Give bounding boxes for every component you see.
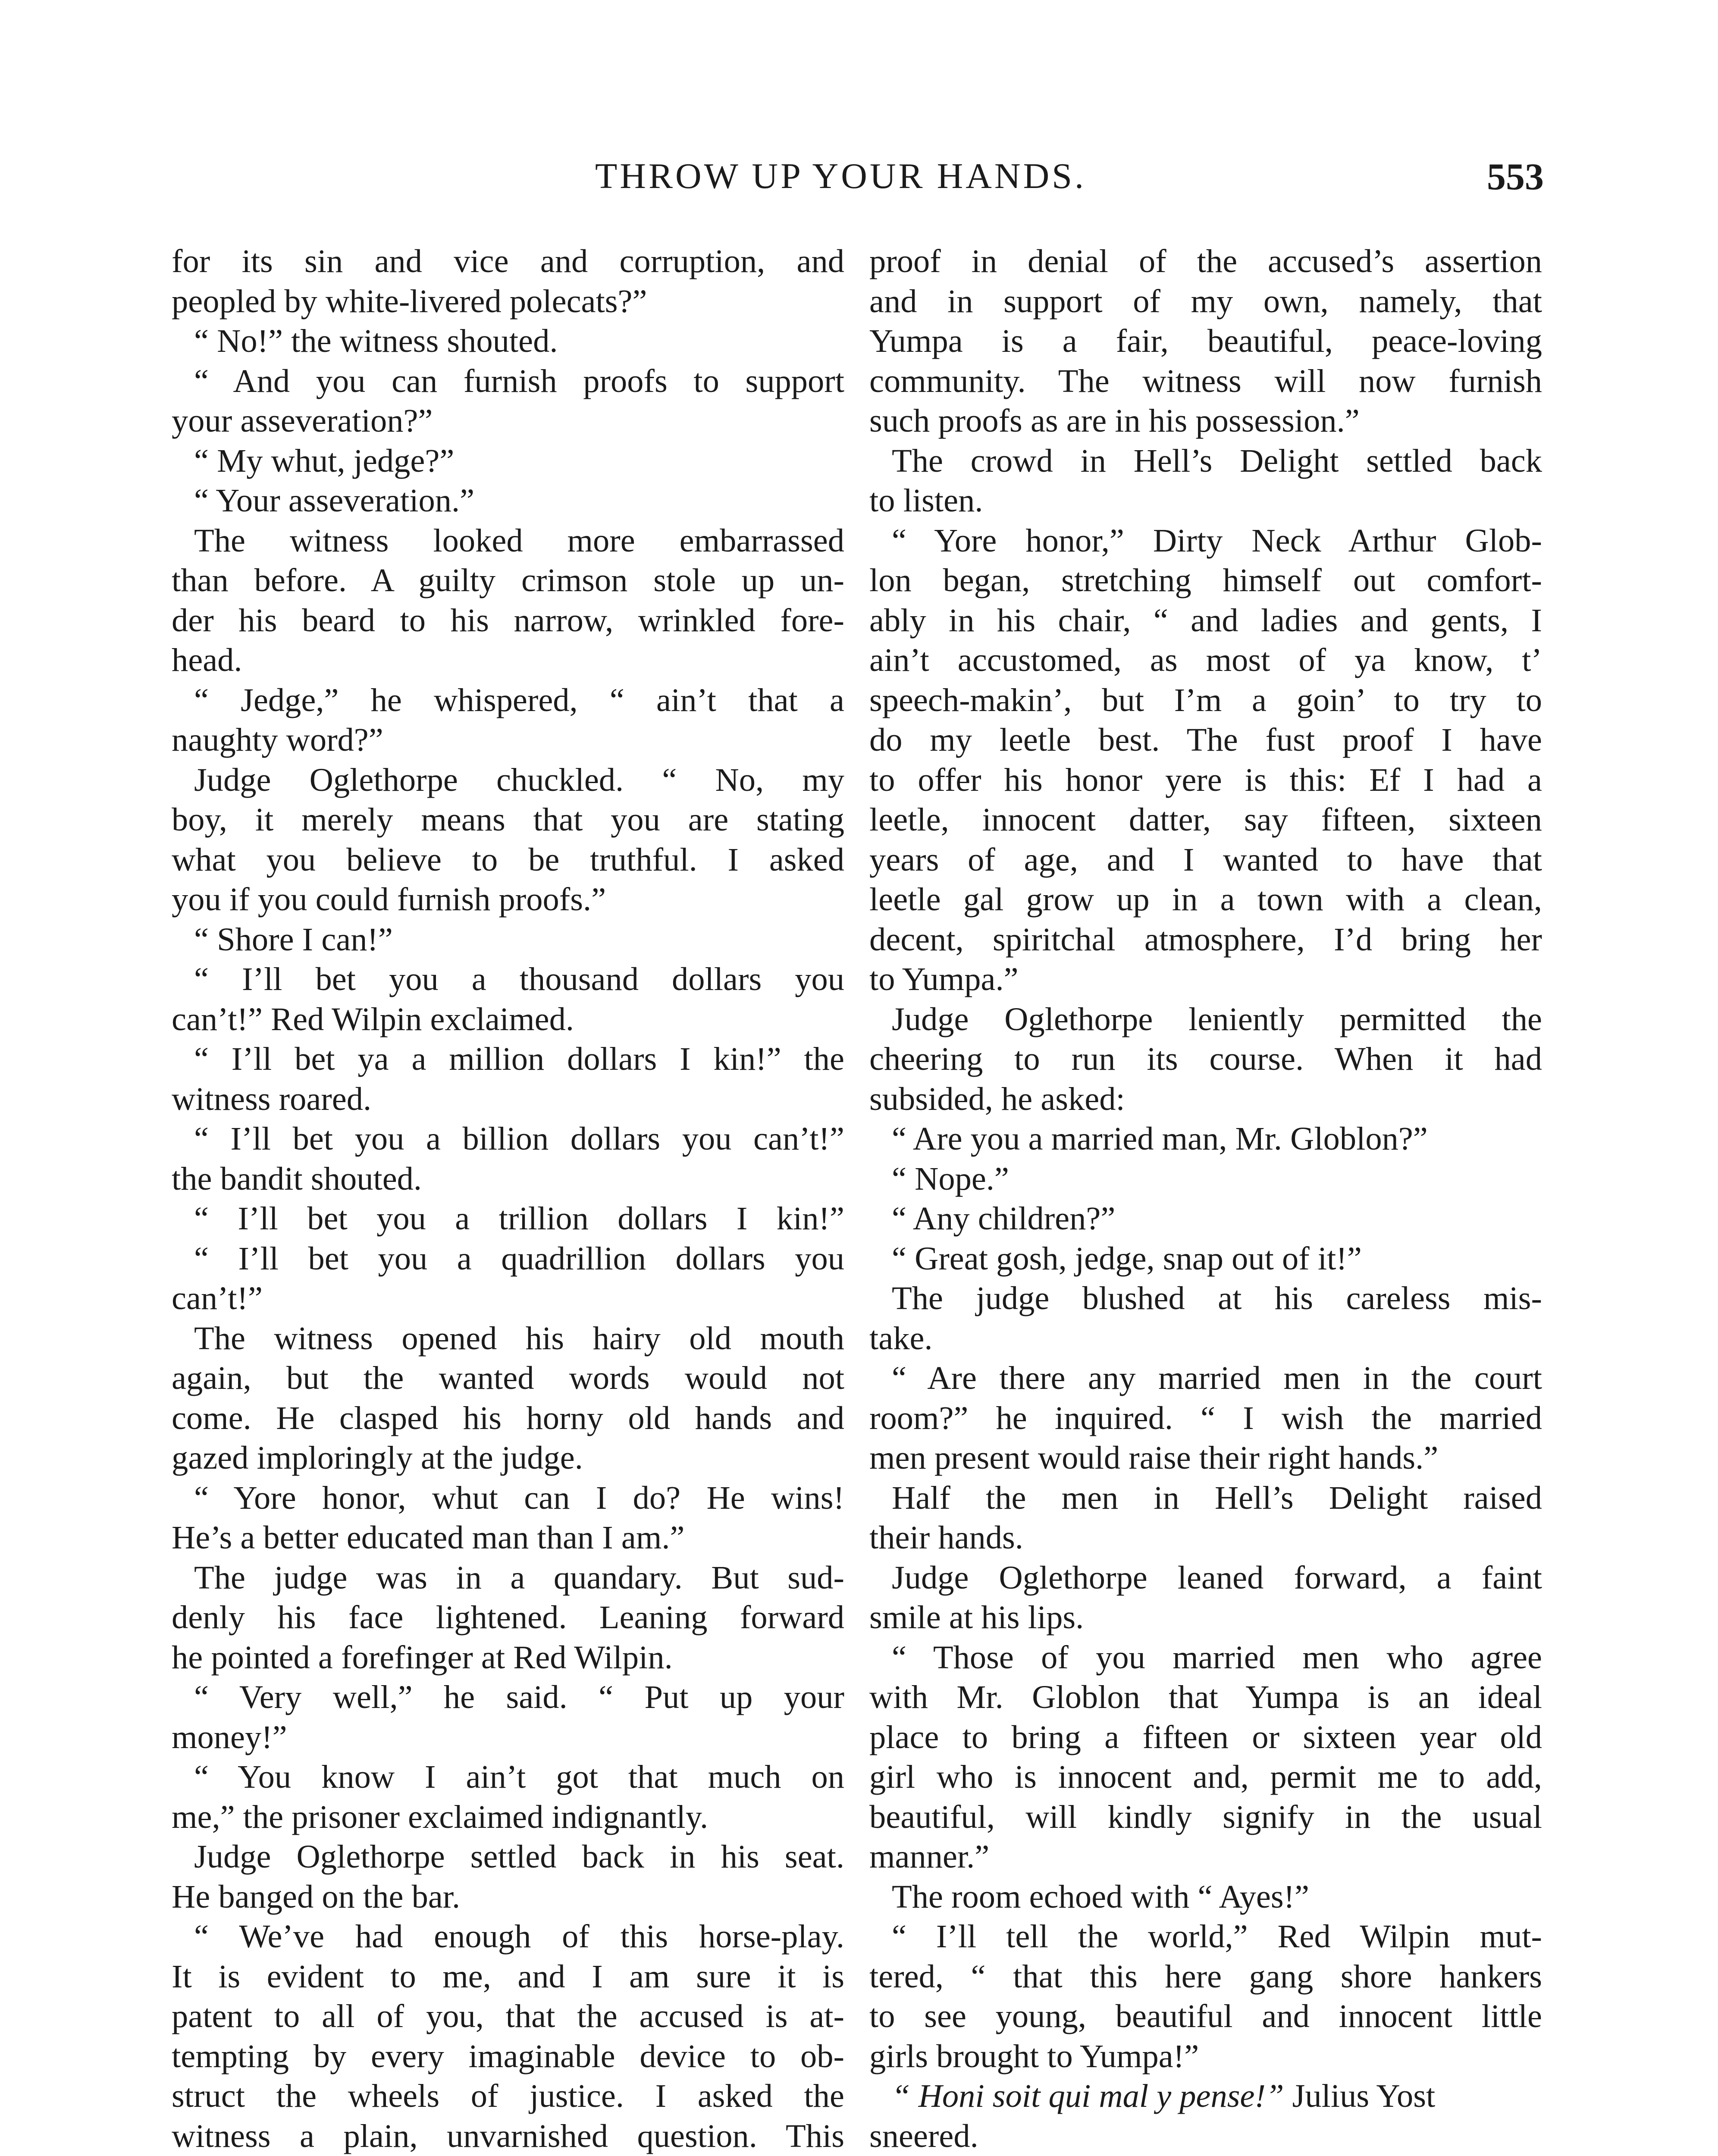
text-line: “ Great gosh, jedge, snap out of it!” [892, 1240, 1362, 1277]
running-header [168, 155, 1544, 211]
text-line: leetle, innocent datter, say fifteen, sixteen [869, 801, 1542, 838]
text-line: Judge Oglethorpe leaned forward, a faint [892, 1559, 1542, 1596]
text-line: The judge blushed at his careless mis- [892, 1280, 1542, 1316]
text-line: such proofs as are in his possession.” [869, 402, 1360, 439]
text-line: to Yumpa.” [869, 961, 1019, 997]
text-line: He’s a better educated man than I am.” [172, 1519, 685, 1556]
text-line: proof in denial of the accused’s assertion [869, 243, 1542, 279]
text-line: subsided, he asked: [869, 1080, 1125, 1117]
text-line: “ Shore I can!” [194, 921, 393, 958]
text-line: cheering to run its course. When it had [869, 1040, 1542, 1077]
text-line: ain’t accustomed, as most of ya know, t’ [869, 642, 1542, 678]
text-line: girls brought to Yumpa!” [869, 2037, 1199, 2075]
text-line: than before. A guilty crimson stole up un- [172, 562, 844, 599]
right-text-column [869, 241, 1542, 2156]
text-line: “ We’ve had enough of this horse-play. [194, 1918, 844, 1955]
text-line: “ Those of you married men who agree [892, 1639, 1542, 1676]
text-line: The crowd in Hell’s Delight settled back [892, 442, 1542, 479]
text-line: The witness looked more embarrassed [194, 522, 844, 559]
text-line: their hands. [869, 1519, 1023, 1556]
italic-phrase: “ Honi soit qui mal y pense!” [892, 2078, 1284, 2114]
text-line: me,” the prisoner exclaimed indignantly. [172, 1798, 709, 1835]
text-line: community. The witness will now furnish [869, 362, 1542, 399]
running-head-title: THROW UP YOUR HANDS. [595, 156, 1086, 196]
text-line: with Mr. Globlon that Yumpa is an ideal [869, 1679, 1542, 1715]
text-line: “ Jedge,” he whispered, “ ain’t that a [194, 681, 844, 718]
text-line: years of age, and I wanted to have that [869, 841, 1542, 878]
left-text-column [172, 241, 844, 2156]
text-line: “ You know I ain’t got that much on [194, 1758, 844, 1795]
text-line: sneered. [869, 2117, 978, 2154]
text-line: patent to all of you, that the accused is at- [172, 1998, 844, 2034]
text-line: “ Are there any married men in the court [892, 1360, 1542, 1396]
text-line: for its sin and vice and corruption, and [172, 243, 844, 279]
text-line: It is evident to me, and I am sure it is [172, 1958, 844, 1995]
text-line: girl who is innocent and, permit me to add, [869, 1758, 1542, 1795]
text-line: come. He clasped his horny old hands and [172, 1399, 844, 1436]
text-line: “ Yore honor,” Dirty Neck Arthur Glob- [892, 522, 1542, 559]
text-line: “ Very well,” he said. “ Put up your [194, 1679, 844, 1715]
text-line: “ I’ll tell the world,” Red Wilpin mut- [892, 1918, 1542, 1955]
text-line: Yumpa is a fair, beautiful, peace-loving [869, 323, 1542, 359]
text-line: naughty word?” [172, 721, 383, 758]
page-number: 553 [1487, 156, 1544, 198]
text-line: your asseveration?” [172, 402, 433, 439]
text-line: speech-makin’, but I’m a goin’ to try to [869, 681, 1542, 718]
text-line: can’t!” [172, 1280, 263, 1316]
text-line: “ Are you a married man, Mr. Globlon?” [892, 1120, 1428, 1157]
text-line: head. [172, 642, 242, 678]
text-line: to listen. [869, 482, 983, 519]
text-line: “ I’ll bet you a thousand dollars you [194, 961, 844, 997]
text-line: denly his face lightened. Leaning forward [172, 1599, 844, 1636]
text-line: to offer his honor yere is this: Ef I had a [869, 761, 1542, 798]
text-line: tered, “ that this here gang shore hankers [869, 1958, 1542, 1995]
text-line: you if you could furnish proofs.” [172, 881, 606, 918]
text-line: Judge Oglethorpe leniently permitted the [892, 1000, 1542, 1037]
text-line: beautiful, will kindly signify in the usual [869, 1798, 1542, 1835]
text-line: “ Nope.” [892, 1160, 1009, 1197]
text-line: The judge was in a quandary. But sud- [194, 1559, 844, 1596]
text-line: do my leetle best. The fust proof I have [869, 721, 1542, 758]
text-line: witness a plain, unvarnished question. This [172, 2117, 844, 2154]
text-line: Judge Oglethorpe chuckled. “ No, my [194, 761, 844, 798]
text-line: “ My whut, jedge?” [194, 442, 455, 479]
text-line: Half the men in Hell’s Delight raised [892, 1479, 1542, 1516]
text-line [869, 2076, 1542, 2116]
text-line: money!” [172, 1718, 287, 1755]
text-line: decent, spiritchal atmosphere, I’d bring her [869, 921, 1542, 958]
text-line: The room echoed with “ Ayes!” [892, 1878, 1310, 1915]
text-line: “ Any children?” [892, 1200, 1116, 1237]
text-line: “ And you can furnish proofs to support [194, 362, 844, 399]
text-line: place to bring a fifteen or sixteen year old [869, 1718, 1542, 1755]
text-line: He banged on the bar. [172, 1878, 461, 1915]
text-line: “ I’ll bet you a quadrillion dollars you [194, 1240, 844, 1277]
text-line: the bandit shouted. [172, 1160, 422, 1197]
italic-line-rest: Julius Yost [1284, 2078, 1436, 2114]
text-line: “ I’ll bet you a trillion dollars I kin!” [194, 1200, 844, 1237]
text-line: boy, it merely means that you are stating [172, 801, 844, 838]
text-line: “ I’ll bet you a billion dollars you can’t!” [194, 1120, 844, 1157]
text-line: can’t!” Red Wilpin exclaimed. [172, 1000, 574, 1037]
text-line: again, but the wanted words would not [172, 1360, 844, 1396]
text-line: ably in his chair, “ and ladies and gents, I [869, 602, 1542, 639]
text-line: Judge Oglethorpe settled back in his seat. [194, 1838, 844, 1875]
text-line: smile at his lips. [869, 1599, 1084, 1636]
text-line: take. [869, 1319, 933, 1357]
text-line: room?” he inquired. “ I wish the married [869, 1399, 1542, 1436]
text-line: he pointed a forefinger at Red Wilpin. [172, 1639, 673, 1676]
text-line: “ Yore honor, whut can I do? He wins! [194, 1479, 844, 1516]
text-line: der his beard to his narrow, wrinkled fore- [172, 602, 844, 639]
text-line: gazed imploringly at the judge. [172, 1439, 583, 1476]
text-line: tempting by every imaginable device to ob- [172, 2037, 844, 2075]
text-line: leetle gal grow up in a town with a clean, [869, 881, 1542, 918]
text-line: to see young, beautiful and innocent little [869, 1998, 1542, 2034]
text-line: what you believe to be truthful. I asked [172, 841, 844, 878]
text-line: witness roared. [172, 1080, 372, 1117]
text-line: “ Your asseveration.” [194, 482, 475, 519]
text-line: lon began, stretching himself out comfort- [869, 562, 1542, 599]
text-line: manner.” [869, 1838, 990, 1875]
text-line: and in support of my own, namely, that [869, 282, 1542, 320]
text-line: “ No!” the witness shouted. [194, 323, 558, 359]
text-line: peopled by white-livered polecats?” [172, 282, 647, 320]
text-line: struct the wheels of justice. I asked the [172, 2078, 844, 2114]
text-line: “ I’ll bet ya a million dollars I kin!” the [194, 1040, 844, 1077]
text-line: The witness opened his hairy old mouth [194, 1319, 844, 1357]
text-line: men present would raise their right hands.” [869, 1439, 1439, 1476]
